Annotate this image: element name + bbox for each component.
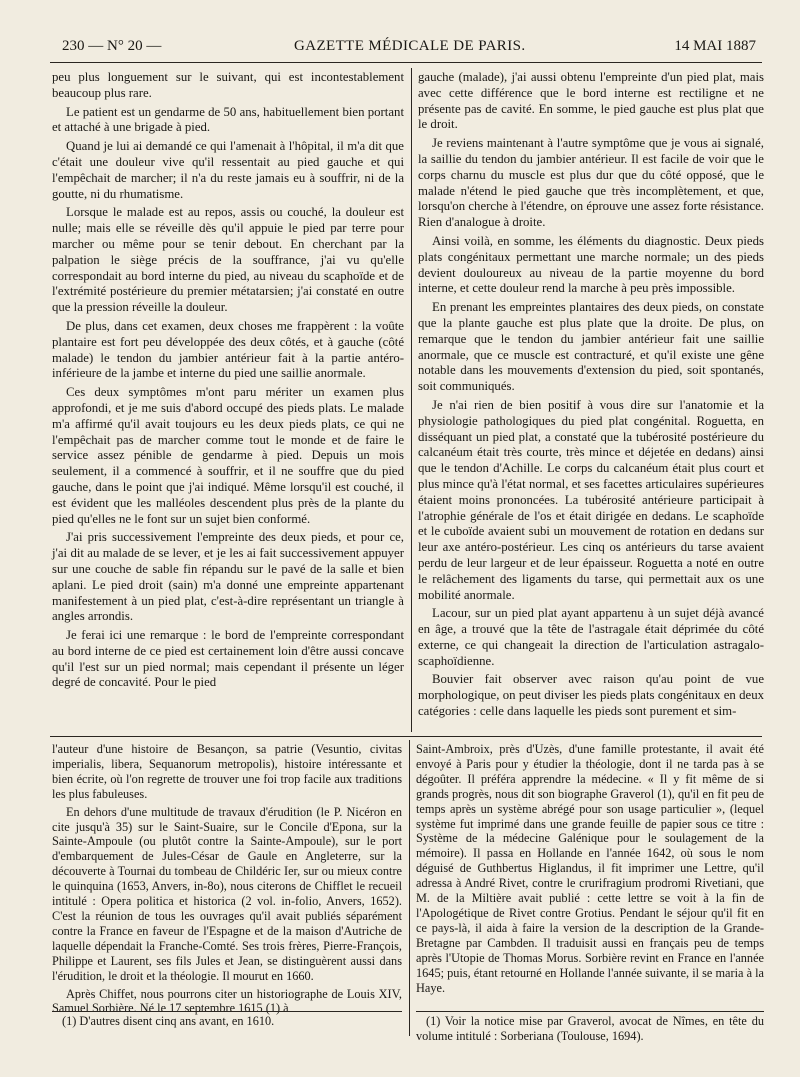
paragraph: Ces deux symptômes m'ont paru mériter un examen plus approfondi, et je me suis d'abord occupé des pieds plats. Le malade m'a affirmé qu'il avait toujours eu les deux pieds plats, ce qui ne l'empêchait pas de marcher comme tout le monde et de faire le service assez pénible de gendarme à pied. Depuis un mois seulement, il a commencé à souffrir, et il ne souffre que du pied gauche, dans le point que j'ai indiqué. Même lorsqu'il est couché, il est évident que les malléoles descendent plus près de la plante du pied qu'elles ne le font sur un sujet bien conformé. [52,385,404,526]
paragraph: Lorsque le malade est au repos, assis ou couché, la douleur est nulle; mais elle se réveille dès qu'il appuie le pied par terre pour marcher ou même pour se tenir debout. En cherchant par la palpation le siège précis de la souffrance, j'ai vu qu'elle correspondait au bord interne du pied, au niveau du scaphoïde et de l'extrémité postérieure du premier métatarsien; j'ai constaté en outre que la pression réveille la douleur. [52,205,404,315]
paragraph: En prenant les empreintes plantaires des deux pieds, on constate que la plante gauche est plus plate que la droite. De plus, on remarque que le tendon du jambier antérieur fait une saillie anormale, que ce muscle est contracturé, et qu'il existe une gêne notable dans les mouvements d'extension du pied, soit spontanés, soit communiqués. [418,300,764,394]
paragraph: Après Chiffet, nous pourrons citer un historiographe de Louis XIV, Samuel Sorbière. Né le 17 septembre 1615 (1) à [52,986,402,1016]
paragraph: Je n'ai rien de bien positif à vous dire sur l'anatomie et la physiologie pathologiques du pied plat congénital. Roguetta, en disséquant un pied plat, a constaté que la tubérosité postérieure du calcanéum était très courte, très mince et déjetée en dedans) ainsi que le tendon d'Achille. Le corps du calcanéum était plus court et plus mince qu'à l'état normal, et ses facettes articulaires supérieures étaient moins prononcées. La tubérosité antérieure participait à l'atrophie générale de l'os et était dirigée en dedans. Le scaphoïde et le cuboïde avaient subi un mouvement de rotation en dedans sur leur axe antéro-postérieur. Les cinq os antérieurs du tarse avaient perdu de leur largeur et de leur épaisseur. Roguetta a noté en outre le relâchement des ligaments du tarse, qui permettait aux os une mobilité anormale. [418,397,764,602]
footnote-right [416,1014,764,1046]
paragraph: peu plus longuement sur le suivant, qui est incontestablement beaucoup plus rare. [52,70,404,100]
footnote-left [52,1014,402,1044]
paragraph: Quand je lui ai demandé ce qui l'amenait à l'hôpital, il m'a dit que c'était une douleur vive qu'il ressentait au pied gauche et qui l'empêchait de marcher; il n'a du reste jamais eu à souffrir, ni de la goutte, ni du rhumatisme. [52,139,404,201]
paragraph: De plus, dans cet examen, deux choses me frappèrent : la voûte plantaire est fort peu développée des deux côtés, et à gauche (côté malade) le tendon du jambier antérieur fait à la partie antéro-inférieure de la jambe et interne du pied une saillie anormale. [52,318,404,381]
footnote: (1) Voir la notice mise par Graverol, avocat de Nîmes, en tête du volume intitulé : Sorberiana (Toulouse, 1694). [416,1014,764,1043]
header-rule [50,62,762,63]
issue-date: 14 MAI 1887 [674,38,756,54]
journal-title: GAZETTE MÉDICALE DE PARIS. [294,38,526,54]
paragraph: Lacour, sur un pied plat ayant appartenu à un sujet déjà avancé en âge, a trouvé que la tête de l'astragale était déprimée du côté externe, ce qui changeait la direction de l'articulation astragalo-scaphoïdienne. [418,606,764,668]
footnote: (1) D'autres disent cinq ans avant, en 1610. [62,1014,275,1028]
paragraph: Saint-Ambroix, près d'Uzès, d'une famille protestante, il avait été envoyé à Paris pour y étudier la théologie, dont il ne tarda pas à se dégoûter. Il préféra apprendre la médecine. « Il y fit même de si grands progrès, nous dit son biographe Graverol (1), qu'il en fit peu de temps après un système abrégé pour son usage particulier », (lequel système fut imprimé dans une grande feuille de papier sous ce titre : Système de la médecine Galénique pour le soulagement de la mémoire). Il passa en Hollande en l'année 1642, où sous le nom déguisé de Guthbertus Higlandus, il fit imprimer une Lettre, qu'il adressa à André Rivet, contre le crurifragium prodromi Rivetiani, que M. de la Miltière avait publié : cette lettre se voit à la fin de l'Apologétique de Rivet contre Grotius. Pendant le séjour qu'il fit en ce pays-là, il aida à faire la version de la description de la Grande-Bretagne par Cambden. Il traduisit aussi en français peu de temps après l'Utopie de Thomas Morus. Sorbière revint en France en l'année 1645; puis, étant retourné en Hollande l'année suivante, il se maria à la Haye. [416,742,764,995]
paragraph: l'auteur d'une histoire de Besançon, sa patrie (Vesuntio, civitas imperialis, libera, Sequanorum metropolis), histoire intéressante et bien écrite, où l'on regrette de trouver une foi trop facile aux traditions les plus fabuleuses. [52,742,402,801]
feuilleton-divider [409,740,410,1036]
footnote-rule [416,1011,764,1012]
paragraph: Je ferai ici une remarque : le bord de l'empreinte correspondant au bord interne de ce pied est certainement loin d'être aussi concave qu'il l'est sur un pied normal; mais cependant il présente un léger degré de concavité. Pour le pied [52,628,404,690]
paragraph: En dehors d'une multitude de travaux d'érudition (le P. Nicéron en cite jusqu'à 35) sur le Saint-Suaire, sur le Concile d'Epona, sur la Sainte-Ampoule (ou plutôt contre la Sainte-Ampoule), sur le port d'embarquement de Jules-César de Gaule en Angleterre, sur la découverte à Tournai du tombeau de Childéric Ier, sur ou mieux contre le quinquina (1653, Anvers, in-8o), nous citerons de Chifflet le recueil intitulé : Opera politica et historica (2 vol. in-folio, Anvers, 1652). C'est la réunion de tous les ouvrages qu'il avait publiés séparément contre la France en faveur de l'Espagne et de la maison d'Autriche de laquelle dépendait la Franche-Comté. Ses trois frères, Pierre-François, Philippe et Laurent, ses fils Jules et Jean, se distinguèrent aussi dans l'érudition, le droit et la théologie. Il mourut en 1660. [52,804,402,983]
footnote-rule [52,1011,402,1012]
feuilleton-column-left [52,742,402,1016]
page-number: 230 — N° 20 — [62,38,162,54]
page-header [62,38,756,58]
paragraph: Je reviens maintenant à l'autre symptôme que je vous ai signalé, la saillie du tendon du jambier antérieur. Il est facile de voir que le corps charnu du muscle est plus dur que du côté opposé, que le malade n'étend le pied gauche que très incomplètement, et que, lorsqu'on cherche à l'étendre, on éprouve une assez forte résistance. Rien d'analogue à droite. [418,136,764,230]
paragraph: gauche (malade), j'ai aussi obtenu l'empreinte d'un pied plat, mais avec cette différence que le bord interne est rectiligne et ne présente pas de cavité. En somme, le pied gauche est plus plat que le droit. [418,70,764,132]
column-divider [411,68,412,732]
paragraph: J'ai pris successivement l'empreinte des deux pieds, et pour ce, j'ai dit au malade de se lever, et je les ai fait successivement appuyer sur une couche de sable fin répandu sur le pavé de la salle et bien aplani. Le pied droit (sain) m'a donné une empreinte appartenant manifestement à un pied plat, c'est-à-dire représentant un triangle à angles arrondis. [52,530,404,624]
column-left [52,70,404,734]
feuilleton-column-right [416,742,764,1008]
paragraph: Bouvier fait observer avec raison qu'au point de vue morphologique, on peut diviser les pieds plats congénitaux en deux catégories : celle dans laquelle les pieds sont purement et sim- [418,672,764,719]
paragraph: Le patient est un gendarme de 50 ans, habituellement bien portant et attaché à une brigade à pied. [52,104,404,135]
paragraph: Ainsi voilà, en somme, les éléments du diagnostic. Deux pieds plats congénitaux permettant une marche normale; un des pieds devient douloureux au niveau de la partie moyenne du bord interne, et cette douleur rend la marche à peu près impossible. [418,233,764,296]
column-right [418,70,764,734]
feuilleton-rule [50,736,762,737]
